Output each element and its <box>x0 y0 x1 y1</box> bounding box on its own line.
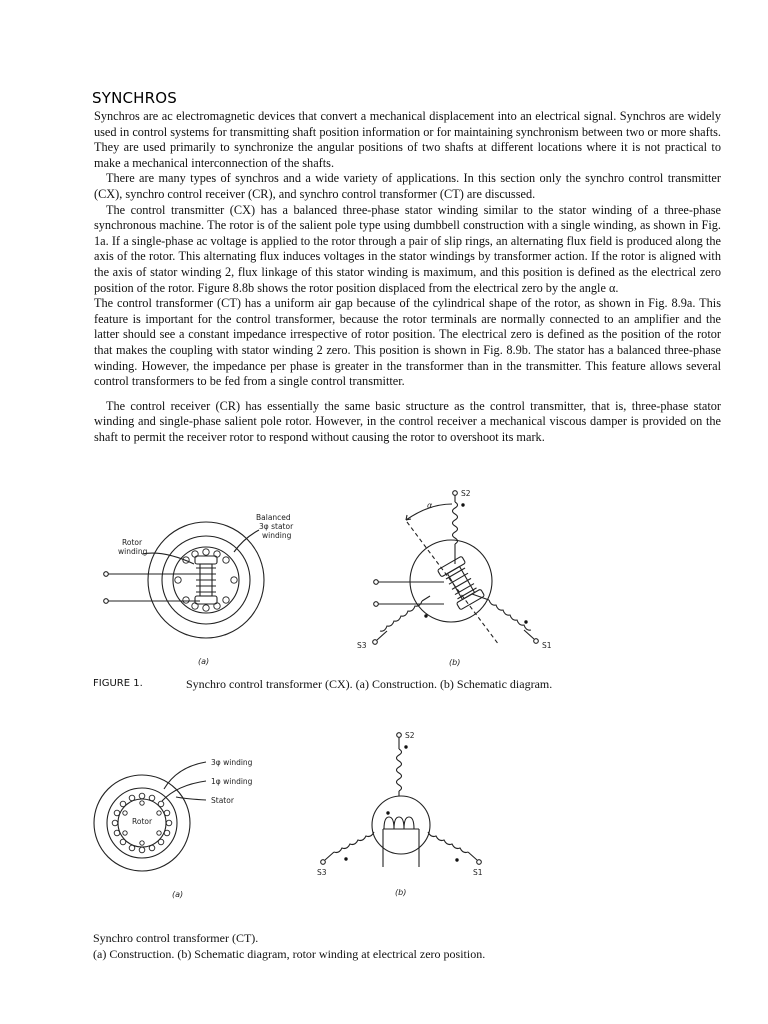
figure-1-caption-label: FIGURE 1. <box>93 678 143 689</box>
figure-2-caption <box>93 931 485 962</box>
label-s2: S2 <box>405 731 415 740</box>
label-rotor: Rotor <box>122 538 143 547</box>
label-fig2-a: (a) <box>172 890 184 899</box>
label-balanced: Balanced <box>256 513 291 522</box>
label-s1: S1 <box>542 641 552 650</box>
label-s2: S2 <box>461 489 471 498</box>
label-3phase-stator: 3φ stator <box>259 522 294 531</box>
label-fig1-b: (b) <box>449 658 461 667</box>
label-s3: S3 <box>317 868 327 877</box>
paragraph: The control transmitter (CX) has a balanced three-phase stator winding similar to the stator winding of a three-phase synchronous machine. The rotor is of the salient pole type using dumbbell construction with a single winding, as shown in Fig. 1a. If a single-phase ac voltage is applied to the rotor through a pair of slip rings, an alternating flux field is produced along the axis of the rotor. This alternating flux induces voltages in the stator windings by transformer action. If the rotor is aligned with the axis of stator winding 2, flux linkage of this stator winding is maximum, and this position is defined as the electrical zero position of the rotor. Figure 8.8b shows the rotor position displaced from the electrical zero by the angle α. <box>94 202 721 295</box>
label-stator: Stator <box>211 796 234 805</box>
figure-2-caption-line-2: (a) Construction. (b) Schematic diagram, rotor winding at electrical zero position. <box>93 946 486 961</box>
label-alpha: α <box>427 501 433 510</box>
figure-1b-schematic <box>373 491 539 645</box>
label-winding: winding <box>262 531 292 540</box>
label-1phase-winding: 1φ winding <box>211 777 253 786</box>
label-s1: S1 <box>473 868 483 877</box>
figure-2-diagram <box>92 727 492 902</box>
figure-2b-schematic <box>321 733 482 867</box>
label-fig1-a: (a) <box>198 657 210 666</box>
body-text <box>94 109 721 445</box>
paragraph: Synchros are ac electromagnetic devices that convert a mechanical displacement into an electrical signal. Synchros are widely used in control systems for transmitting shaft position information or for maintaining synchronism between two or more shafts. They are used primarily to synchronize the angular positions of two shafts at different locations where it is not practical to make a mechanical interconnection of the shafts. <box>94 109 721 170</box>
label-s3: S3 <box>357 641 367 650</box>
label-rotor: Rotor <box>132 817 153 826</box>
label-rotor-winding: winding <box>118 547 148 556</box>
figure-2-caption-line-1: Synchro control transformer (CT). <box>93 931 259 945</box>
paragraph: The control receiver (CR) has essentially the same basic structure as the control transmitter, that is, three-phase stator winding and single-phase salient pole rotor. However, in the control receiver a mechanical viscous damper is provided on the shaft to permit the receiver rotor to respond without causing the rotor to overshoot its mark. <box>94 398 721 444</box>
paragraph: The control transformer (CT) has a uniform air gap because of the cylindrical shape of the rotor, as shown in Fig. 8.9a. This feature is important for the control transformer, because the rotor terminals are normally connected to an amplifier and the latter should see a constant impedance irrespective of rotor position. The electrical zero is defined as the position of the rotor that makes the coupling with stator winding 2 zero. This position is shown in Fig. 8.9b. The stator has a balanced three-phase winding. However, the impedance per phase is greater in the transformer than in the transmitter. This feature allows several control transformers to be fed from a single control transmitter. <box>94 296 721 389</box>
label-3phase-winding: 3φ winding <box>211 758 253 767</box>
paragraph: There are many types of synchros and a wide variety of applications. In this section only the synchro control transmitter (CX), synchro control receiver (CR), and synchro control transformer (CT) are discussed. <box>94 171 721 201</box>
figure-1-diagram <box>94 482 564 672</box>
label-fig2-b: (b) <box>395 888 407 897</box>
page-title: SYNCHROS <box>92 89 178 107</box>
figure-1-caption-text: Synchro control transformer (CX). (a) Construction. (b) Schematic diagram. <box>186 677 553 691</box>
